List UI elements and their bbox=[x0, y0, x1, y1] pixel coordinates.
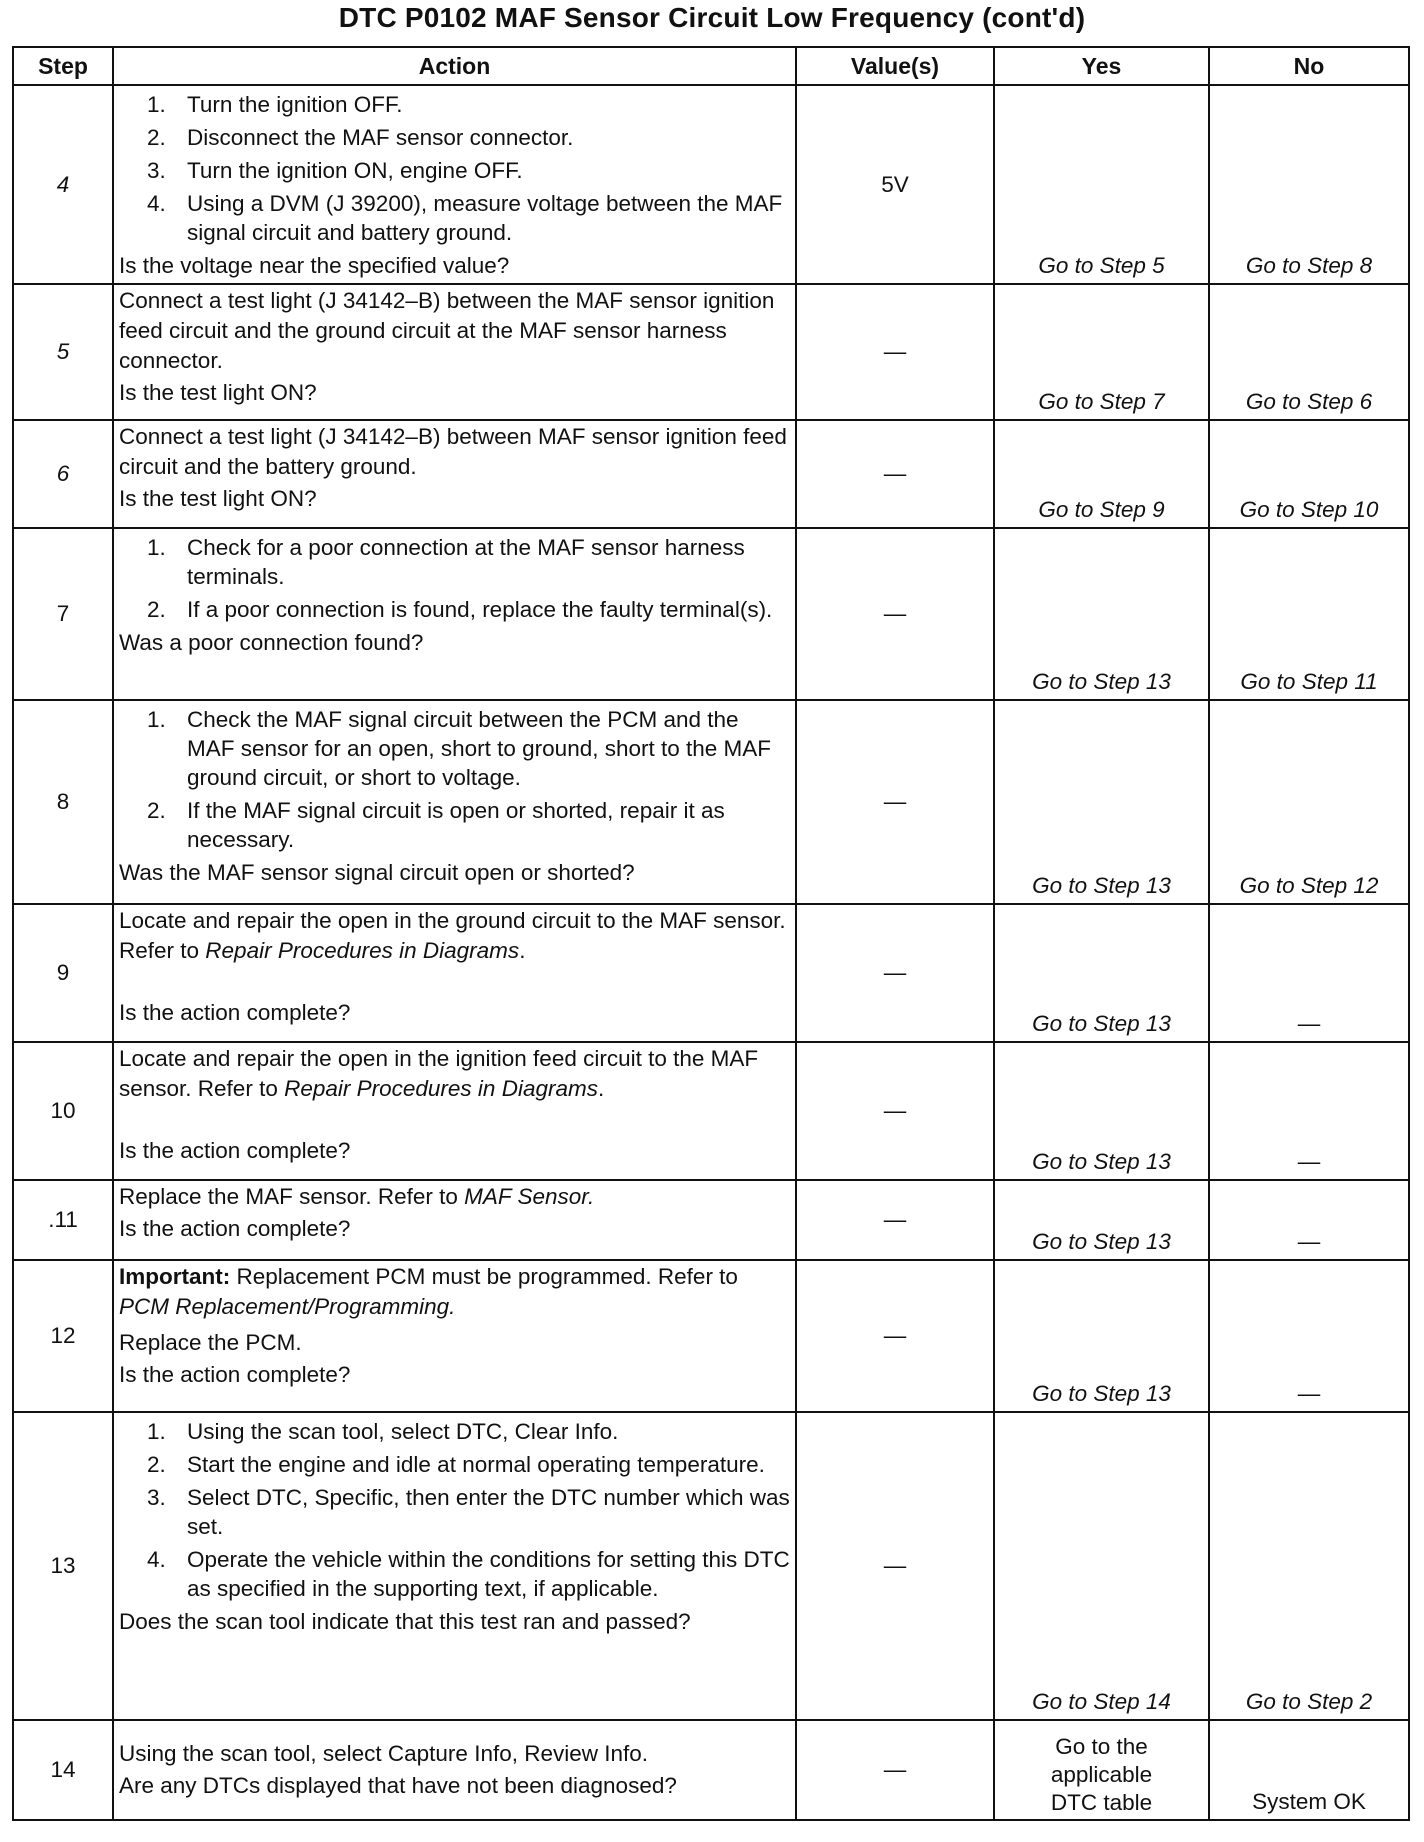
no-cell: — bbox=[1209, 1260, 1409, 1412]
table-header-row bbox=[13, 47, 1409, 85]
yes-line: Go to the bbox=[1055, 1734, 1148, 1759]
action-cell bbox=[113, 1180, 796, 1260]
action-question: Does the scan tool indicate that this test ran and passed? bbox=[119, 1609, 691, 1634]
action-text: Connect a test light (J 34142–B) between the MAF sensor ignition feed circuit and the ground circuit at the MAF sensor harness connector. bbox=[119, 288, 775, 373]
important-label: Important: bbox=[119, 1264, 231, 1289]
table-row-step-12 bbox=[13, 1260, 1409, 1412]
step-number: 4 bbox=[13, 85, 113, 284]
action-question: Is the action complete? bbox=[119, 1216, 351, 1241]
action-list bbox=[119, 533, 791, 624]
action-text: Replace the MAF sensor. Refer to MAF Sensor. bbox=[119, 1184, 595, 1209]
table-row-step-4 bbox=[13, 85, 1409, 284]
table-row-step-13 bbox=[13, 1412, 1409, 1720]
diagnostic-table bbox=[12, 46, 1410, 1821]
no-cell: — bbox=[1209, 1042, 1409, 1180]
action-cell bbox=[113, 284, 796, 420]
value-cell: — bbox=[796, 1260, 994, 1412]
yes-cell: Go to Step 13 bbox=[994, 1180, 1209, 1260]
reference-link-text: Repair Procedures in Diagrams bbox=[284, 1076, 598, 1101]
yes-cell: Go to Step 13 bbox=[994, 528, 1209, 700]
action-text: Connect a test light (J 34142–B) between MAF sensor ignition feed circuit and the battery ground. bbox=[119, 424, 787, 479]
table-row-step-6 bbox=[13, 420, 1409, 528]
value-cell: 5V bbox=[796, 85, 994, 284]
action-cell bbox=[113, 1260, 796, 1412]
action-list bbox=[119, 90, 791, 247]
list-item: 1. Check the MAF signal circuit between the PCM and the MAF sensor for an open, short to ground, short to the MAF ground circuit, or short to voltage. bbox=[147, 707, 772, 790]
table-row-step-7 bbox=[13, 528, 1409, 700]
value-cell: — bbox=[796, 284, 994, 420]
yes-cell: Go to Step 14 bbox=[994, 1412, 1209, 1720]
action-text: Using the scan tool, select Capture Info, Review Info. bbox=[119, 1740, 649, 1766]
header-yes: Yes bbox=[994, 47, 1209, 85]
no-cell: Go to Step 2 bbox=[1209, 1412, 1409, 1720]
step-number: 6 bbox=[13, 420, 113, 528]
list-item: 2. Start the engine and idle at normal operating temperature. bbox=[147, 1452, 765, 1477]
action-cell bbox=[113, 85, 796, 284]
list-item: 1. Check for a poor connection at the MAF sensor harness terminals. bbox=[147, 535, 745, 589]
reference-link-text: Repair Procedures in Diagrams bbox=[205, 938, 520, 963]
value-cell: — bbox=[796, 1720, 994, 1820]
action-cell bbox=[113, 420, 796, 528]
step-number: 10 bbox=[13, 1042, 113, 1180]
list-item: 2. If the MAF signal circuit is open or shorted, repair it as necessary. bbox=[147, 798, 725, 852]
step-number: .11 bbox=[13, 1180, 113, 1260]
action-cell bbox=[113, 904, 796, 1042]
list-item: 1. Turn the ignition OFF. bbox=[147, 92, 403, 117]
no-cell: Go to Step 8 bbox=[1209, 85, 1409, 284]
important-note: Important: Replacement PCM must be programmed. Refer to PCM Replacement/Programming. bbox=[119, 1264, 738, 1319]
action-question: Are any DTCs displayed that have not been diagnosed? bbox=[119, 1772, 677, 1798]
table-row-step-5 bbox=[13, 284, 1409, 420]
action-question: Is the action complete? bbox=[119, 1000, 351, 1025]
action-question: Is the test light ON? bbox=[119, 486, 317, 511]
action-list bbox=[119, 1417, 791, 1603]
table-row-step-9 bbox=[13, 904, 1409, 1042]
yes-line: applicable bbox=[1050, 1762, 1153, 1787]
no-cell: — bbox=[1209, 904, 1409, 1042]
action-text: Locate and repair the open in the ground circuit to the MAF sensor. Refer to Repair Procedures in Diagrams. bbox=[119, 908, 786, 963]
list-item: 3. Turn the ignition ON, engine OFF. bbox=[147, 158, 523, 183]
action-question: Was a poor connection found? bbox=[119, 630, 424, 655]
value-cell: — bbox=[796, 420, 994, 528]
no-cell: Go to Step 12 bbox=[1209, 700, 1409, 904]
step-number: 14 bbox=[13, 1720, 113, 1820]
action-question: Is the voltage near the specified value? bbox=[119, 253, 510, 278]
yes-cell: Go to Step 5 bbox=[994, 85, 1209, 284]
action-text: Replace the PCM. bbox=[119, 1330, 302, 1355]
yes-cell: Go to Step 7 bbox=[994, 284, 1209, 420]
no-cell: — bbox=[1209, 1180, 1409, 1260]
header-step: Step bbox=[13, 47, 113, 85]
header-action: Action bbox=[113, 47, 796, 85]
action-cell bbox=[113, 528, 796, 700]
step-number: 7 bbox=[13, 528, 113, 700]
action-list bbox=[119, 705, 791, 854]
yes-cell: Go to Step 9 bbox=[994, 420, 1209, 528]
header-no: No bbox=[1209, 47, 1409, 85]
table-row-step-8 bbox=[13, 700, 1409, 904]
action-cell bbox=[113, 700, 796, 904]
no-cell: System OK bbox=[1209, 1720, 1409, 1820]
action-cell bbox=[113, 1412, 796, 1720]
step-number: 12 bbox=[13, 1260, 113, 1412]
reference-link-text: PCM Replacement/Programming. bbox=[119, 1294, 456, 1319]
reference-link-text: MAF Sensor. bbox=[464, 1184, 595, 1209]
no-cell: Go to Step 6 bbox=[1209, 284, 1409, 420]
yes-cell: Go to Step 13 bbox=[994, 700, 1209, 904]
yes-cell: Go to Step 13 bbox=[994, 1260, 1209, 1412]
yes-line: DTC table bbox=[1050, 1790, 1153, 1815]
value-cell: — bbox=[796, 1180, 994, 1260]
list-item: 2. If a poor connection is found, replace the faulty terminal(s). bbox=[147, 597, 773, 622]
value-cell: — bbox=[796, 1412, 994, 1720]
no-cell: Go to Step 10 bbox=[1209, 420, 1409, 528]
list-item: 2. Disconnect the MAF sensor connector. bbox=[147, 125, 574, 150]
yes-cell: Go to Step 13 bbox=[994, 904, 1209, 1042]
value-cell: — bbox=[796, 1042, 994, 1180]
yes-cell: Go to Step 13 bbox=[994, 1042, 1209, 1180]
action-question: Is the action complete? bbox=[119, 1362, 351, 1387]
list-item: 3. Select DTC, Specific, then enter the DTC number which was set. bbox=[147, 1485, 790, 1539]
action-question: Is the test light ON? bbox=[119, 380, 317, 405]
action-question: Was the MAF sensor signal circuit open or shorted? bbox=[119, 860, 635, 885]
list-item: 1. Using the scan tool, select DTC, Clear Info. bbox=[147, 1419, 619, 1444]
table-row-step-14 bbox=[13, 1720, 1409, 1820]
action-question: Is the action complete? bbox=[119, 1138, 351, 1163]
list-item: 4. Using a DVM (J 39200), measure voltage between the MAF signal circuit and battery ground. bbox=[147, 191, 783, 245]
no-cell: Go to Step 11 bbox=[1209, 528, 1409, 700]
list-item: 4. Operate the vehicle within the conditions for setting this DTC as specified in the supporting text, if applicable. bbox=[147, 1547, 790, 1601]
table-row-step-11 bbox=[13, 1180, 1409, 1260]
yes-cell bbox=[994, 1720, 1209, 1820]
action-cell bbox=[113, 1042, 796, 1180]
page-title: DTC P0102 MAF Sensor Circuit Low Frequency (cont'd) bbox=[338, 2, 1086, 33]
table-row-step-10 bbox=[13, 1042, 1409, 1180]
value-cell: — bbox=[796, 700, 994, 904]
step-number: 8 bbox=[13, 700, 113, 904]
step-number: 13 bbox=[13, 1412, 113, 1720]
value-cell: — bbox=[796, 528, 994, 700]
header-values: Value(s) bbox=[796, 47, 994, 85]
step-number: 9 bbox=[13, 904, 113, 1042]
value-cell: — bbox=[796, 904, 994, 1042]
action-text: Locate and repair the open in the ignition feed circuit to the MAF sensor. Refer to Repair Procedures in Diagrams. bbox=[119, 1046, 759, 1101]
action-cell bbox=[113, 1720, 796, 1820]
step-number: 5 bbox=[13, 284, 113, 420]
